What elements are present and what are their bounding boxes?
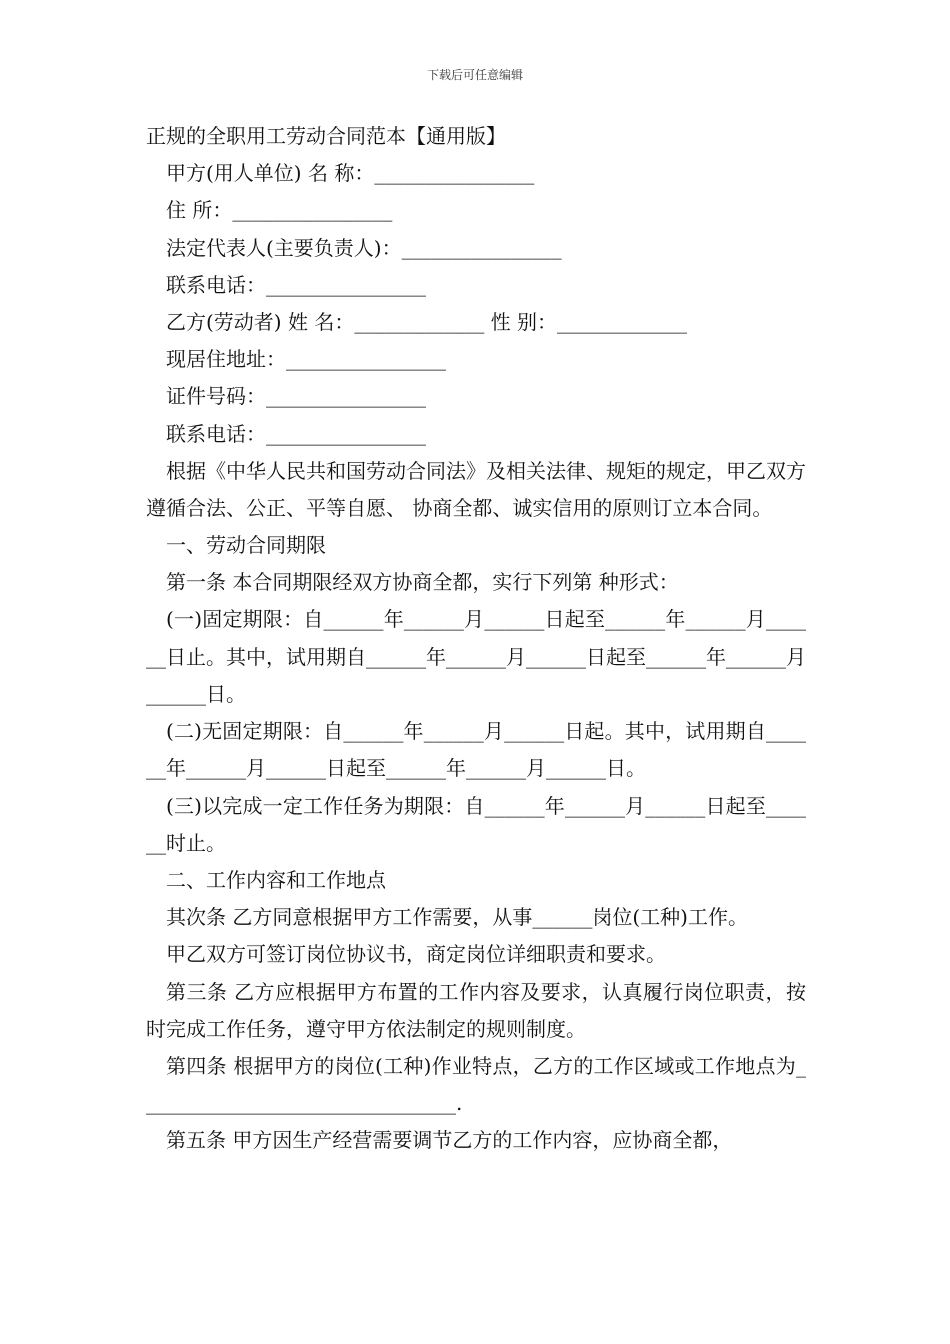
article3-paragraph: 第三条 乙方应根据甲方布置的工作内容及要求，认真履行岗位职责，按时完成工作任务，遵守甲方依法制定的规则制度。 (146, 979, 806, 1041)
article4-paragraph: 第四条 根据甲方的岗位(工种)作业特点，乙方的工作区域或工作地点为________________________________. (146, 1053, 806, 1116)
party-a-phone-line: 联系电话：________________ (166, 272, 426, 297)
preamble-paragraph: 根据《中华人民共和国劳动合同法》及相关法律、规矩的规定，甲乙双方遵循合法、公正、平等自愿、 协商全都、诚实信用的原则订立本合同。 (146, 458, 806, 520)
page-header-note: 下载后可任意编辑 (426, 68, 523, 82)
article5-paragraph: 第五条 甲方因生产经营需要调节乙方的工作内容，应协商全都， (166, 1128, 733, 1153)
article1-paragraph: 第一条 本合同期限经双方协商全都，实行下列第 种形式： (166, 570, 679, 595)
contract-body (146, 118, 806, 1160)
fixed-term-paragraph: (一)固定期限：自______年______月______日起至______年______月______日止。其中，试用期自______年______月______日起至______年______月______日。 (146, 607, 806, 706)
party-a-address-line: 住 所：________________ (166, 198, 393, 223)
task-term-paragraph: (三)以完成一定工作任务为期限：自______年______月______日起至______时止。 (146, 793, 806, 855)
section1-heading: 一、劳动合同期限 (166, 533, 326, 558)
party-b-id-line: 证件号码：________________ (166, 384, 426, 409)
party-b-address-line: 现居住地址：________________ (166, 347, 446, 372)
party-a-legal-rep-line: 法定代表人(主要负责人)：________________ (166, 235, 562, 260)
party-b-phone-line: 联系电话：________________ (166, 421, 426, 446)
document-title: 正规的全职用工劳动合同范本【通用版】 (146, 124, 506, 148)
party-a-name-line: 甲方(用人单位) 名 称：________________ (166, 161, 535, 186)
party-b-name-gender-line: 乙方(劳动者) 姓 名：_____________ 性 别：_____________ (166, 309, 688, 334)
article2b-paragraph: 甲乙双方可签订岗位协议书，商定岗位详细职责和要求。 (166, 942, 666, 967)
open-term-paragraph: (二)无固定期限：自______年______月______日起。其中，试用期自______年______月______日起至______年______月______日。 (146, 719, 806, 781)
article2-paragraph: 其次条 乙方同意根据甲方工作需要，从事______岗位(工种)工作。 (166, 905, 748, 930)
section2-heading: 二、工作内容和工作地点 (166, 867, 386, 892)
